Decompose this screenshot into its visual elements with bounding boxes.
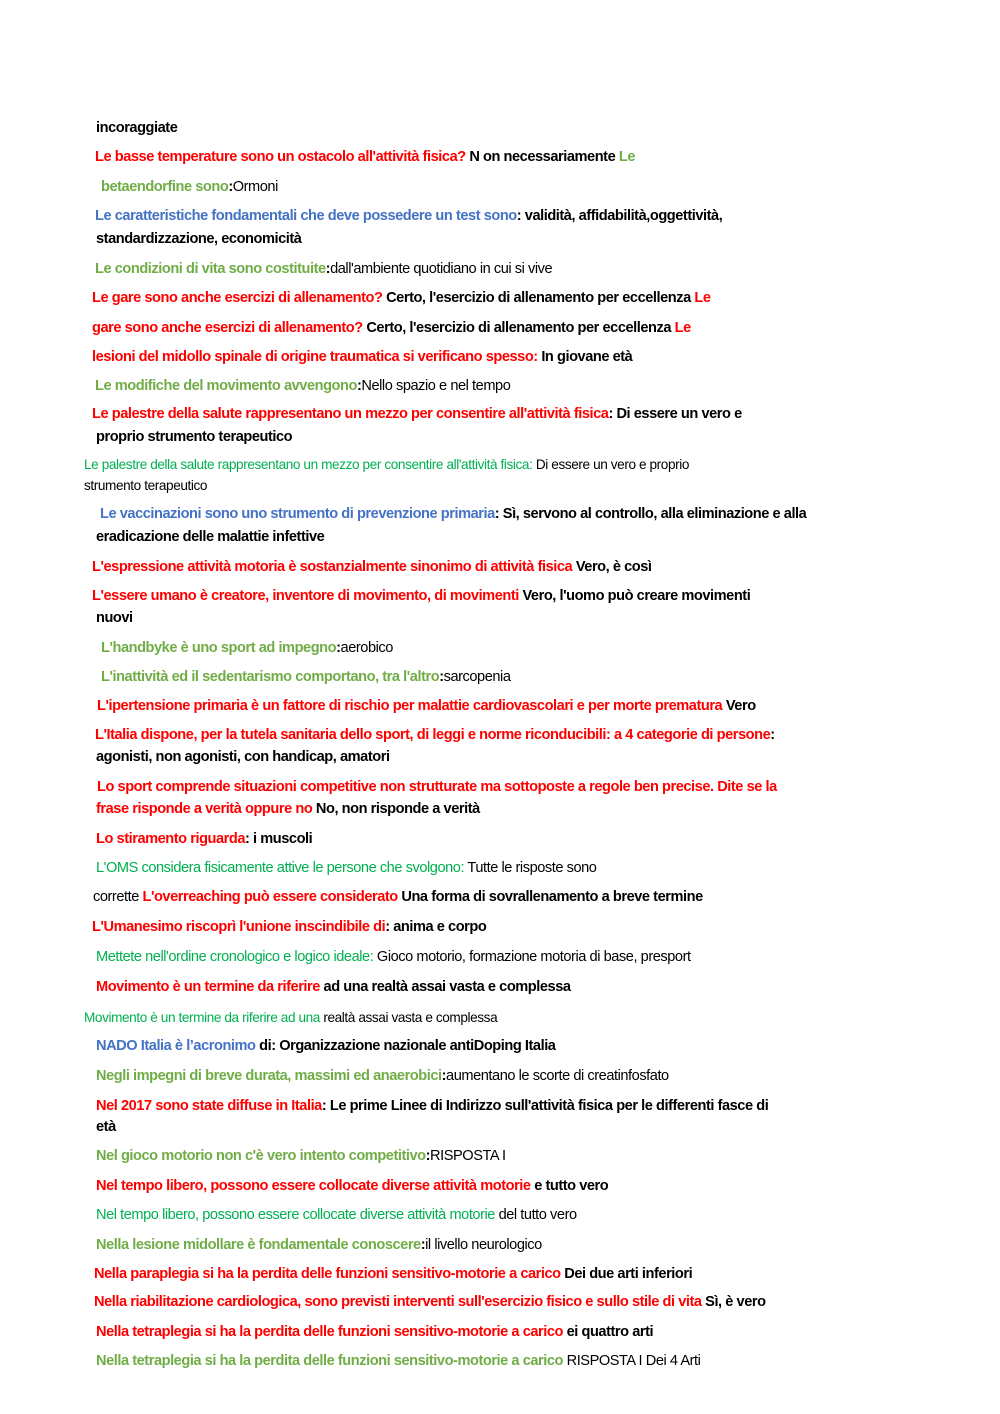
question-line: Nel 2017 sono state diffuse in Italia: Le prime Linee di Indirizzo sull'attività fisica per le differenti fasce di — [96, 1098, 769, 1114]
question-line: Movimento è un termine da riferire ad una realtà assai vasta e complessa — [84, 1010, 498, 1025]
question-line: Lo stiramento riguarda: i muscoli — [96, 831, 313, 847]
question-line: NADO Italia è l’acronimo di: Organizzazione nazionale antiDoping Italia — [96, 1038, 556, 1054]
question-line: Nella tetraplegia si ha la perdita delle funzioni sensitivo-motorie a carico RISPOSTA I Dei 4 Arti — [96, 1353, 701, 1369]
question-line: Le condizioni di vita sono costituite:dall'ambiente quotidiano in cui si vive — [95, 261, 553, 277]
question-line: Nella lesione midollare è fondamentale conoscere:il livello neurologico — [96, 1237, 542, 1253]
text-line: eradicazione delle malattie infettive — [96, 529, 325, 545]
question-line: L'handbyke è uno sport ad impegno:aerobico — [101, 640, 393, 656]
question-line: Le palestre della salute rappresentano un mezzo per consentire all'attività fisica: Di essere un vero e proprio — [84, 457, 690, 472]
question-line: betaendorfine sono:Ormoni — [101, 179, 278, 195]
question-line: Le palestre della salute rappresentano un mezzo per consentire all'attività fisica: Di essere un vero e — [92, 406, 742, 422]
text-line: agonisti, non agonisti, con handicap, amatori — [96, 749, 390, 765]
question-line: Movimento è un termine da riferire ad una realtà assai vasta e complessa — [96, 979, 571, 995]
text-line: standardizzazione, economicità — [96, 231, 302, 247]
question-line: Nel tempo libero, possono essere collocate diverse attività motorie e tutto vero — [96, 1178, 609, 1194]
question-line: Le gare sono anche esercizi di allenamento? Certo, l'esercizio di allenamento per eccellenza Le — [92, 290, 711, 306]
question-line: L'espressione attività motoria è sostanzialmente sinonimo di attività fisica Vero, è così — [92, 559, 652, 575]
text-line: strumento terapeutico — [84, 478, 208, 493]
question-line: L'Umanesimo riscoprì l'unione inscindibile di: anima e corpo — [92, 919, 487, 935]
question-line: Nella riabilitazione cardiologica, sono previsti interventi sull'esercizio fisico e sullo stile di vita Sì, è vero — [94, 1294, 766, 1310]
question-line: Lo sport comprende situazioni competitive non strutturate ma sottoposte a regole ben precise. Dite se la — [97, 779, 777, 795]
question-line: Mettete nell'ordine cronologico e logico ideale: Gioco motorio, formazione motoria di base, presport — [96, 949, 691, 965]
question-line: Nel tempo libero, possono essere collocate diverse attività motorie del tutto vero — [96, 1207, 577, 1223]
question-line: lesioni del midollo spinale di origine traumatica si verificano spesso: In giovane età — [92, 349, 633, 365]
question-line: Le vaccinazioni sono uno strumento di prevenzione primaria: Sì, servono al controllo, alla eliminazione e alla — [100, 506, 807, 522]
question-line: L'essere umano è creatore, inventore di movimento, di movimenti Vero, l'uomo può creare movimenti — [92, 588, 751, 604]
question-line: gare sono anche esercizi di allenamento? Certo, l'esercizio di allenamento per eccellenza Le — [92, 320, 691, 336]
text-line: proprio strumento terapeutico — [96, 429, 293, 445]
question-line: L'ipertensione primaria è un fattore di rischio per malattie cardiovascolari e per morte prematura Vero — [97, 698, 756, 714]
question-line: corrette L'overreaching può essere considerato Una forma di sovrallenamento a breve termine — [93, 889, 703, 905]
question-line: Nel gioco motorio non c'è vero intento competitivo:RISPOSTA I — [96, 1148, 506, 1164]
question-line: Negli impegni di breve durata, massimi ed anaerobici:aumentano le scorte di creatinfosfato — [96, 1068, 669, 1084]
question-line: L'OMS considera fisicamente attive le persone che svolgono: Tutte le risposte sono — [96, 860, 597, 876]
text-line: nuovi — [96, 610, 133, 626]
question-line: L'inattività ed il sedentarismo comportano, tra l'altro:sarcopenia — [101, 669, 511, 685]
question-line: Le basse temperature sono un ostacolo all'attività fisica? N on necessariamente Le — [95, 149, 636, 165]
question-line: frase risponde a verità oppure no No, non risponde a verità — [96, 801, 480, 817]
question-line: L'Italia dispone, per la tutela sanitaria dello sport, di leggi e norme riconducibili: a 4 categorie di persone: — [95, 727, 775, 743]
question-line: Nella paraplegia si ha la perdita delle funzioni sensitivo-motorie a carico Dei due arti inferiori — [94, 1266, 693, 1282]
text-line: età — [96, 1119, 116, 1135]
question-line: Le caratteristiche fondamentali che deve possedere un test sono: validità, affidabilità,oggettività, — [95, 208, 723, 224]
text-line: incoraggiate — [96, 120, 178, 136]
question-line: Le modifiche del movimento avvengono:Nello spazio e nel tempo — [95, 378, 511, 394]
question-line: Nella tetraplegia si ha la perdita delle funzioni sensitivo-motorie a carico ei quattro arti — [96, 1324, 654, 1340]
